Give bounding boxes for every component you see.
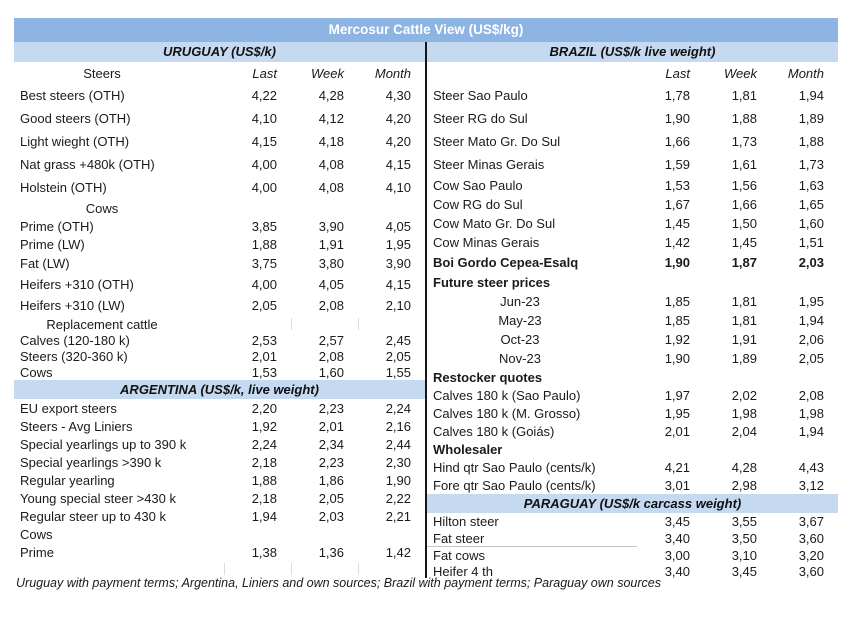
row-value: 1,73 [731,134,757,149]
row-label: Regular steer up to 430 k [20,508,166,524]
row-value: 2,16 [385,418,411,434]
table-row [14,507,425,525]
table-row [427,84,838,107]
row-value: 4,00 [251,277,277,292]
mercosur-cattle-table [14,18,838,578]
row-value: 4,05 [318,277,344,292]
row-value: 4,18 [318,134,344,149]
subheader-replacement-cattle: Replacement cattle [46,316,158,332]
row-label: Steer RG do Sul [433,111,528,126]
row-label: Calves (120-180 k) [20,332,130,348]
table-row [14,332,425,348]
row-value: 1,88 [251,472,277,488]
row-value: 2,18 [251,454,277,470]
row-value: 2,10 [385,298,411,313]
argentina-prime-row [14,543,425,561]
row-value: 1,78 [664,88,690,103]
table-row [427,107,838,130]
row-value: 3,40 [664,563,690,579]
row-value: 4,05 [385,218,411,234]
row-value: 4,10 [251,111,277,126]
row-value: 1,90 [385,472,411,488]
table-row [14,107,425,130]
source-note: Uruguay with payment terms; Argentina, Liniers and own sources; Brazil with payment terms; Paraguay own sources [16,576,661,590]
row-value: 2,04 [731,423,757,439]
table-row [427,252,838,272]
row-value: 2,30 [385,454,411,470]
row-value: 2,05 [251,298,277,313]
row-label: Holstein (OTH) [20,180,107,195]
row-label: Young special steer >430 k [20,490,176,506]
section-header-uruguay: URUGUAY (US$/k) [14,42,425,62]
row-label: Calves 180 k (M. Grosso) [433,405,581,421]
row-value: 4,15 [385,277,411,292]
row-value: 4,43 [798,459,824,475]
row-value: 1,97 [664,387,690,403]
row-value: 4,12 [318,111,344,126]
uruguay-cows-subheader-row [14,199,425,217]
row-label: Heifers +310 (OTH) [20,277,134,292]
column-header-month: Month [787,65,824,81]
row-label: Cow Mato Gr. Do Sul [433,216,556,231]
row-label: Calves 180 k (Sao Paulo) [433,387,581,403]
table-row [14,453,425,471]
row-value: 2,24 [385,400,411,416]
row-label: EU export steers [20,400,117,416]
row-value: 3,60 [798,563,824,579]
row-label: Heifer 4 th [433,563,493,579]
table-row [14,399,425,417]
brazil-restocker-rows [427,386,838,440]
table-row [14,364,425,380]
row-label: Cow Minas Gerais [433,235,540,250]
empty-cell [291,563,358,574]
row-label: Oct-23 [500,332,540,347]
row-value: 1,38 [251,544,277,560]
row-value: 2,02 [731,387,757,403]
table-row [427,233,838,252]
row-value: 4,00 [251,180,277,195]
table-row [427,386,838,404]
row-label: Fat (LW) [20,256,70,271]
row-value: 1,88 [731,111,757,126]
section-header-paraguay: PARAGUAY (US$/k carcass weight) [427,494,838,513]
subheader-restocker-quotes: Restocker quotes [433,369,543,385]
row-label: Light wieght (OTH) [20,134,130,149]
row-value: 2,20 [251,400,277,416]
row-value: 4,28 [318,88,344,103]
row-value: 2,05 [385,348,411,364]
row-value: 1,98 [731,405,757,421]
brazil-column-header-row [427,62,838,84]
table-row [14,253,425,274]
row-value: 2,01 [664,423,690,439]
row-value: 1,94 [798,88,824,103]
row-value: 2,18 [251,490,277,506]
row-value: 4,30 [385,88,411,103]
row-label: Prime (LW) [20,236,85,252]
row-label: Steers - Avg Liniers [20,418,133,434]
row-value: 3,45 [731,563,757,579]
row-label: Steers (320-360 k) [20,348,128,364]
row-value: 4,08 [318,157,344,172]
row-label: Hind qtr Sao Paulo (cents/k) [433,459,596,475]
row-value: 3,55 [731,514,757,529]
row-value: 3,12 [798,477,824,493]
argentina-rows [14,399,425,525]
table-row [427,195,838,214]
row-value: 2,03 [318,508,344,524]
row-value: 1,60 [318,364,344,380]
row-label: Fore qtr Sao Paulo (cents/k) [433,477,596,493]
table-row [14,471,425,489]
row-value: 2,57 [318,332,344,348]
row-label: Special yearlings >390 k [20,454,162,470]
row-value: 3,00 [664,548,690,563]
subheader-future-steer-prices: Future steer prices [433,274,551,290]
row-value: 1,66 [731,197,757,212]
row-value: 3,90 [385,256,411,271]
row-label: Nat grass +480k (OTH) [20,157,155,172]
row-label: Boi Gordo Cepea-Esalq [433,254,579,270]
row-value: 3,10 [731,548,757,563]
table-row [427,349,838,368]
column-header-steers: Steers [83,65,121,81]
row-value: 1,53 [664,178,690,193]
row-label: Cow Sao Paulo [433,178,523,193]
row-value: 2,44 [385,436,411,452]
row-value: 2,08 [798,387,824,403]
row-value: 1,60 [798,216,824,231]
subheader-wholesaler: Wholesaler [433,441,503,457]
row-value: 1,95 [664,405,690,421]
row-label: Special yearlings up to 390 k [20,436,187,452]
table-row [427,513,838,530]
row-value: 2,03 [798,254,824,270]
row-value: 1,91 [318,236,344,252]
row-label: Steer Sao Paulo [433,88,528,103]
column-header-last: Last [665,65,690,81]
table-row [14,153,425,176]
row-label: Steer Mato Gr. Do Sul [433,134,561,149]
row-value: 3,75 [251,256,277,271]
table-row [427,214,838,233]
table-row [427,458,838,476]
row-value: 3,67 [798,514,824,529]
uruguay-steers-rows [14,84,425,199]
row-value: 2,06 [798,332,824,347]
row-value: 1,45 [731,235,757,250]
row-value: 2,01 [318,418,344,434]
table-row [427,404,838,422]
row-value: 2,05 [798,351,824,366]
row-value: 1,89 [731,351,757,366]
brazil-wholesaler-subheader-row [427,440,838,458]
table-row [427,176,838,195]
row-label: Cow RG do Sul [433,197,523,212]
row-value: 1,95 [798,294,824,309]
row-value: 1,91 [731,332,757,347]
paraguay-rows [427,513,838,578]
row-label: Prime [20,544,54,560]
uruguay-cows-rows [14,217,425,316]
section-header-brazil: BRAZIL (US$/k live weight) [427,42,838,62]
row-value: 1,51 [798,235,824,250]
row-value: 2,98 [731,477,757,493]
table-row [14,417,425,435]
brazil-wholesaler-rows [427,458,838,494]
table-row [14,176,425,199]
row-value: 1,36 [318,544,344,560]
row-value: 3,90 [318,218,344,234]
row-value: 1,53 [251,364,277,380]
row-value: 3,60 [798,531,824,546]
row-value: 3,50 [731,531,757,546]
row-value: 2,08 [318,348,344,364]
row-value: 1,65 [798,197,824,212]
row-value: 3,40 [664,531,690,546]
table-row [14,435,425,453]
row-value: 4,15 [385,157,411,172]
subheader-cows: Cows [85,200,119,216]
brazil-state-rows [427,84,838,252]
table-row [427,530,838,547]
argentina-cows-label-row [14,525,425,543]
row-value: 1,95 [385,236,411,252]
row-value: 1,94 [798,313,824,328]
table-row [427,476,838,494]
column-header-last: Last [252,65,277,81]
table-body [14,42,838,578]
row-value: 1,92 [664,332,690,347]
table-row [427,547,838,564]
row-value: 1,56 [731,178,757,193]
table-row [14,130,425,153]
row-value: 1,85 [664,294,690,309]
row-value: 1,90 [664,351,690,366]
row-value: 1,86 [318,472,344,488]
row-value: 1,94 [798,423,824,439]
table-row [427,330,838,349]
section-header-argentina: ARGENTINA (US$/k, live weight) [14,380,425,399]
table-row [14,84,425,107]
table-row [427,422,838,440]
row-value: 1,42 [385,544,411,560]
row-value: 1,45 [664,216,690,231]
row-value: 2,23 [318,400,344,416]
uruguay-column-header-row [14,62,425,84]
uruguay-replacement-rows [14,332,425,380]
row-value: 1,98 [798,405,824,421]
row-label: Good steers (OTH) [20,111,131,126]
row-value: 1,88 [798,134,824,149]
row-value: 4,10 [385,180,411,195]
brazil-futures-rows [427,292,838,368]
empty-cell [224,563,291,574]
row-value: 1,61 [731,157,757,172]
brazil-boi-gordo-row [427,252,838,272]
row-value: 2,08 [318,298,344,313]
empty-cell [291,318,358,331]
row-value: 2,21 [385,508,411,524]
row-value: 1,89 [798,111,824,126]
row-label-cows: Cows [20,526,53,542]
empty-cell [358,318,425,331]
row-value: 2,24 [251,436,277,452]
row-value: 4,08 [318,180,344,195]
row-value: 1,81 [731,294,757,309]
table-row [14,274,425,295]
row-value: 1,67 [664,197,690,212]
row-value: 4,20 [385,111,411,126]
row-value: 1,63 [798,178,824,193]
row-value: 4,20 [385,134,411,149]
row-value: 1,94 [251,508,277,524]
row-label: Prime (OTH) [20,218,94,234]
column-header-month: Month [374,65,411,81]
empty-cell [358,563,425,574]
row-value: 1,85 [664,313,690,328]
row-value: 1,81 [731,313,757,328]
panel-brazil-paraguay [425,42,838,578]
row-label: May-23 [498,313,542,328]
row-value: 1,59 [664,157,690,172]
row-label: Steer Minas Gerais [433,157,545,172]
row-value: 1,50 [731,216,757,231]
row-value: 2,05 [318,490,344,506]
row-value: 2,34 [318,436,344,452]
row-label: Jun-23 [500,294,540,309]
row-value: 1,90 [664,254,690,270]
row-label: Heifers +310 (LW) [20,298,125,313]
row-value: 2,53 [251,332,277,348]
row-value: 4,22 [251,88,277,103]
table-row [14,543,425,561]
row-value: 2,23 [318,454,344,470]
column-header-week: Week [724,65,757,81]
row-value: 1,81 [731,88,757,103]
empty-grid-row [14,561,425,577]
row-value: 3,85 [251,218,277,234]
page-title: Mercosur Cattle View (US$/kg) [14,18,838,42]
row-label: Hilton steer [433,514,499,529]
table-row [427,311,838,330]
table-row [14,489,425,507]
row-value: 1,66 [664,134,690,149]
row-value: 4,00 [251,157,277,172]
row-label: Regular yearling [20,472,115,488]
table-row [14,235,425,253]
brazil-futures-subheader-row [427,272,838,292]
row-label: Best steers (OTH) [20,88,125,103]
row-value: 1,42 [664,235,690,250]
row-value: 1,55 [385,364,411,380]
row-value: 1,88 [251,236,277,252]
row-value: 2,45 [385,332,411,348]
row-label: Fat cows [433,548,486,563]
row-value: 1,73 [798,157,824,172]
row-value: 3,80 [318,256,344,271]
row-value: 4,28 [731,459,757,475]
row-value: 2,22 [385,490,411,506]
table-row [14,348,425,364]
table-row [14,217,425,235]
table-row [14,295,425,316]
table-row [427,292,838,311]
row-value: 1,90 [664,111,690,126]
row-label: Cows [20,364,53,380]
row-value: 4,21 [664,459,690,475]
column-header-week: Week [311,65,344,81]
row-label: Fat steer [427,531,637,547]
row-value: 1,87 [731,254,757,270]
row-value: 4,15 [251,134,277,149]
row-value: 3,45 [664,514,690,529]
row-value: 1,92 [251,418,277,434]
panel-uruguay-argentina [14,42,425,578]
row-value: 2,01 [251,348,277,364]
brazil-restocker-subheader-row [427,368,838,386]
row-label: Calves 180 k (Goiás) [433,423,555,439]
row-label: Nov-23 [499,351,541,366]
row-value: 3,20 [798,548,824,563]
uruguay-replacement-subheader-row [14,316,425,332]
row-value: 3,01 [664,477,690,493]
table-row [427,130,838,153]
table-row [427,153,838,176]
